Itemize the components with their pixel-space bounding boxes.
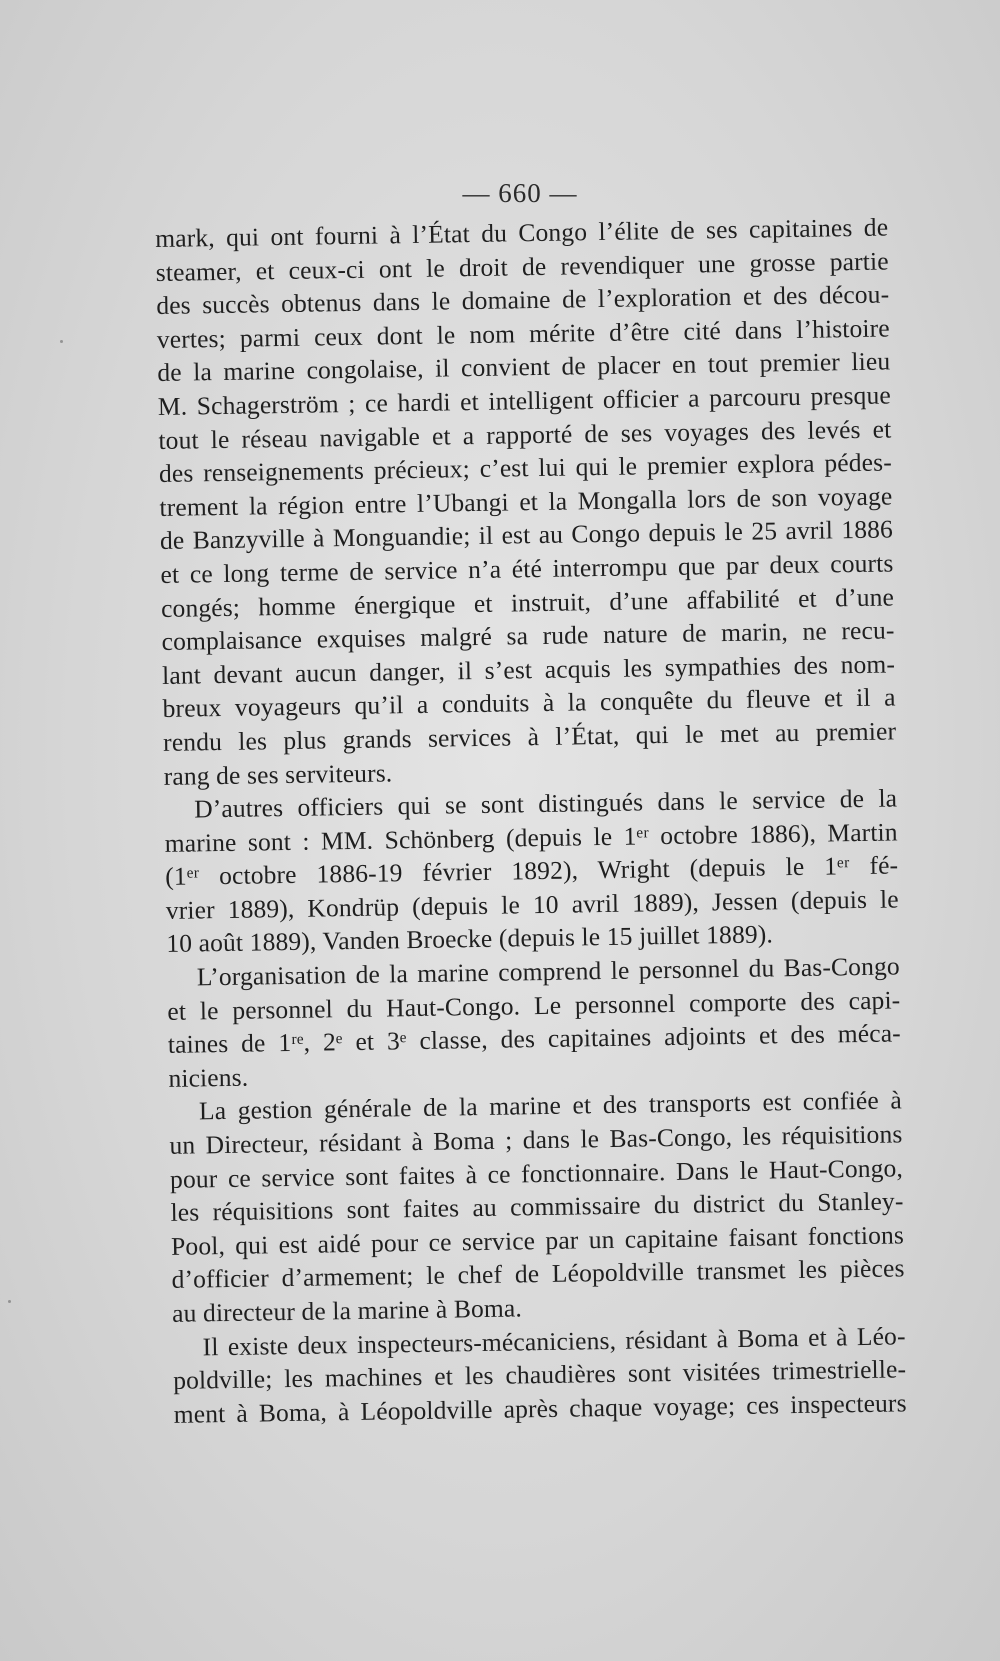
text-line: Pool, qui est aidé pour ce service par un capitaine faisant fonctions: [170, 1220, 905, 1261]
paper-speck: [8, 1300, 11, 1303]
text-line: tout le réseau navigable et a rapporté de ses voyages des levés et: [158, 414, 892, 455]
paper-speck: [60, 340, 63, 343]
text-line: rendu les plus grands services à l’État, qui le met au premier: [162, 716, 897, 757]
text-line: steamer, et ceux-ci ont le droit de revendiquer une grosse partie: [155, 246, 889, 287]
text-line: ment à Boma, à Léopoldville après chaque voyage; ces inspecteurs: [173, 1388, 907, 1429]
text-line: taines de 1ʳᵉ, 2ᵉ et 3ᵉ classe, des capitaines adjoints et des méca-: [167, 1018, 902, 1060]
text-line: mark, qui ont fourni à l’État du Congo l’élite de ses capitaines de: [155, 212, 889, 253]
text-line: et le personnel du Haut-Congo. Le personnel comporte des capi-: [167, 985, 901, 1026]
text-line: trement la région entre l’Ubangi et la Mongalla lors de son voyage: [159, 481, 893, 522]
text-line: de Banzyville à Monguandie; il est au Congo depuis le 25 avril 1886: [159, 514, 894, 556]
text-line: complaisance exquises malgré sa rude nature de marin, ne recu-: [161, 615, 895, 657]
text-line: des renseignements précieux; c’est lui qui le premier explora pédes-: [158, 447, 893, 489]
text-line: D’autres officiers qui se sont distingués dans le service de la: [193, 783, 898, 824]
text-line: 10 août 1889), Vanden Broecke (depuis le 15 juillet 1889).: [166, 919, 774, 959]
text-line: lant devant aucun danger, il s’est acquis les sympathies des nom-: [161, 649, 896, 690]
text-line: des succès obtenus dans le domaine de l’exploration et des décou-: [156, 279, 890, 321]
text-line: vrier 1889), Kondrüp (depuis le 10 avril 1889), Jessen (depuis le: [165, 884, 899, 925]
text-line: rang de ses serviteurs.: [163, 757, 393, 791]
text-line: Il existe deux inspecteurs-mécaniciens, résidant à Boma et à Léo-: [202, 1320, 906, 1361]
text-line: niciens.: [168, 1062, 249, 1093]
text-line: un Directeur, résidant à Boma ; dans le Bas-Congo, les réquisitions: [169, 1119, 903, 1160]
text-line: vertes; parmi ceux dont le nom mérite d’être cité dans l’histoire: [156, 313, 890, 354]
text-line: congés; homme énergique et instruit, d’une affabilité et d’une: [160, 581, 895, 623]
text-line: marine sont : MM. Schönberg (depuis le 1ᵉʳ octobre 1886), Martin: [164, 817, 898, 858]
text-line: M. Schagerström ; ce hardi et intelligent officier a parcouru presque: [157, 380, 892, 421]
text-line: poldville; les machines et les chaudières sont visitées trimestrielle-: [172, 1354, 907, 1396]
text-line: La gestion générale de la marine et des transports est confiée à: [198, 1085, 903, 1126]
text-line: d’officier d’armement; le chef de Léopoldville transmet les pièces: [171, 1253, 905, 1295]
text-line: au directeur de la marine à Boma.: [171, 1293, 523, 1328]
text-line: pour ce service sont faites à ce fonctionnaire. Dans le Haut-Congo,: [169, 1152, 904, 1194]
text-line: L’organisation de la marine comprend le personnel du Bas-Congo: [196, 951, 901, 992]
text-line: de la marine congolaise, il convient de placer en tout premier lieu: [157, 346, 891, 388]
page-number: — 660 —: [462, 178, 578, 208]
text-line: breux voyageurs qu’il a conduits à la conquête du fleuve et il a: [162, 682, 896, 724]
body-text: [155, 210, 907, 1431]
text-line: les réquisitions sont faites au commissaire du district du Stanley-: [170, 1186, 904, 1228]
text-line: et ce long terme de service n’a été interrompu que par deux courts: [160, 548, 894, 589]
text-line: (1ᵉʳ octobre 1886-19 février 1892), Wright (depuis le 1ᵉʳ fé-: [165, 850, 899, 892]
